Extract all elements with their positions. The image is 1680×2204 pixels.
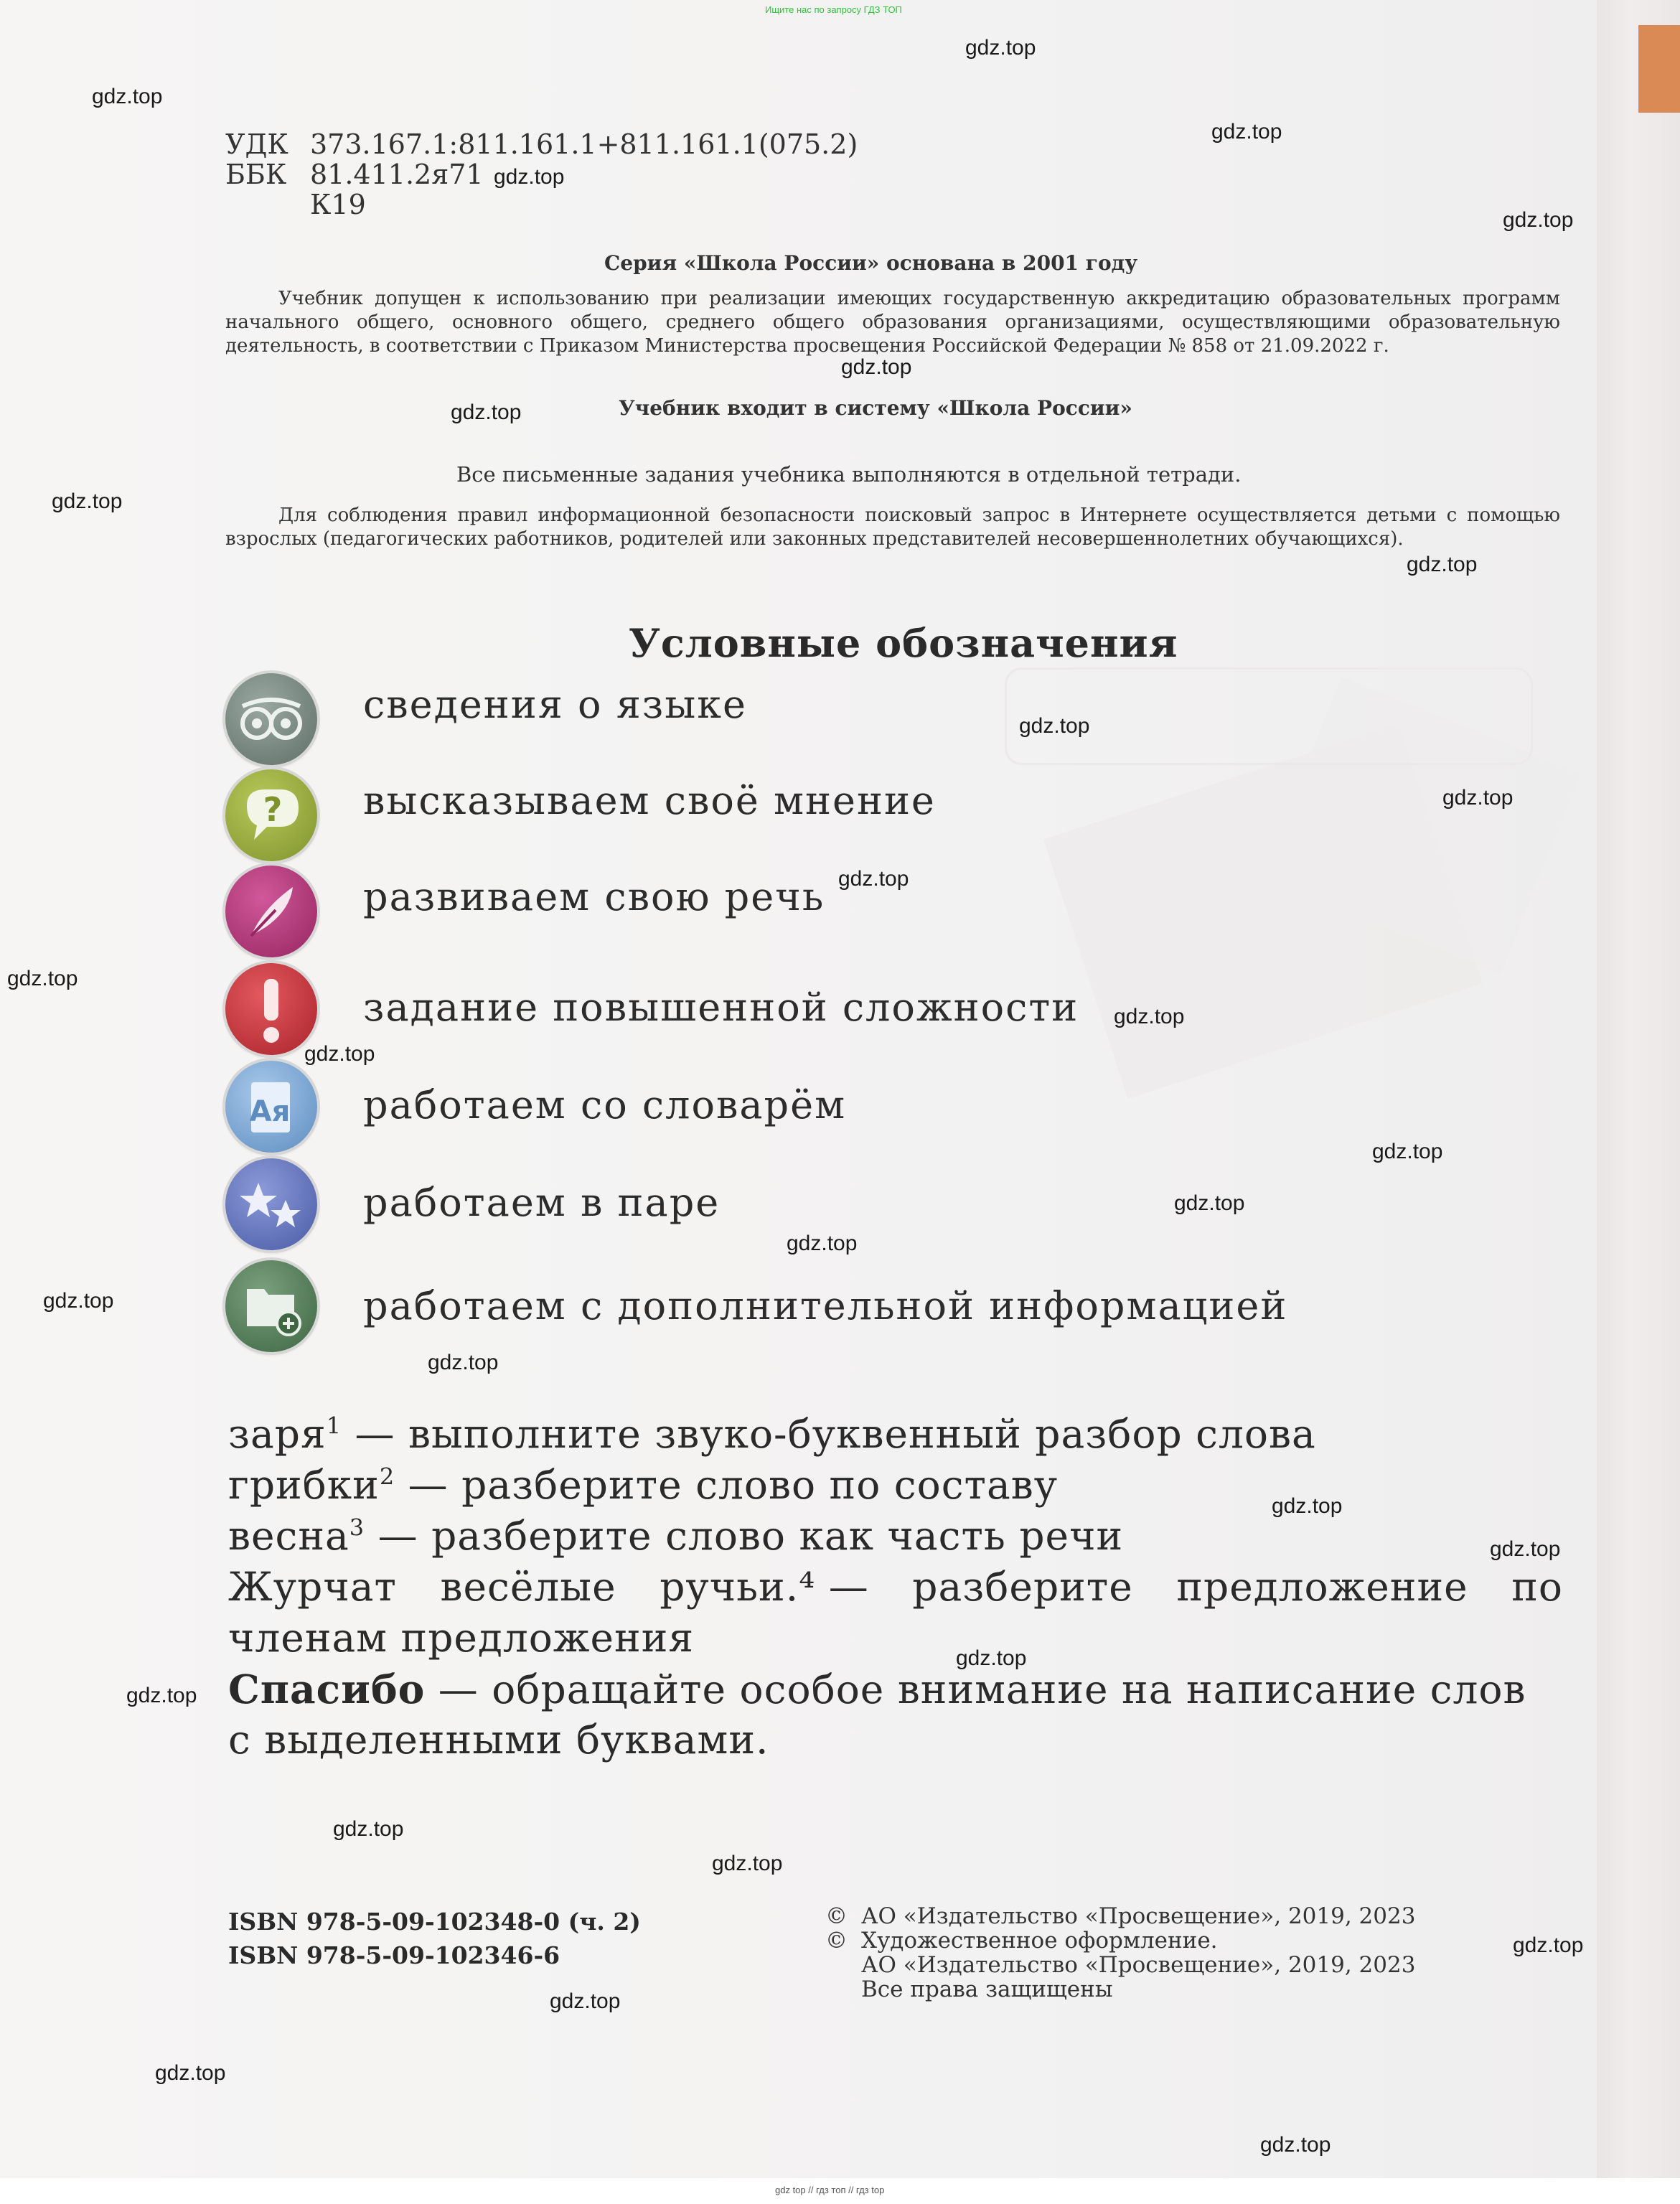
- example-word: ручьи.⁴ —: [660, 1564, 869, 1610]
- copyright-symbol: ©: [825, 1903, 848, 1929]
- legend-label: работаем со словарём: [363, 1082, 847, 1127]
- watermark: gdz.top: [1407, 553, 1478, 576]
- watermark: gdz.top: [43, 1289, 114, 1313]
- example-line: [228, 1462, 1058, 1508]
- approval-paragraph: Учебник допущен к использованию при реализации имеющих государственную аккредитацию образовательных программ начального общего, основного общего, среднего общего образования организациями, осуществляющими образовательную деятельность, в соответствии с Приказом Министерства просвещения Российской Федерации № 858 от 21.09.2022 г.: [225, 288, 1560, 357]
- example-text: — разберите слово по составу: [395, 1462, 1059, 1508]
- watermark: gdz.top: [1019, 714, 1090, 738]
- watermark: gdz.top: [155, 2061, 226, 2085]
- udk-value: 373.167.1:811.161.1+811.161.1(075.2): [310, 128, 858, 160]
- watermark: gdz.top: [494, 165, 565, 189]
- example-word: заря: [228, 1411, 327, 1457]
- example-mark: 1: [326, 1412, 342, 1440]
- watermark: gdz.top: [1442, 786, 1514, 810]
- dictionary-icon: [225, 1061, 317, 1153]
- watermark: gdz.top: [52, 489, 123, 513]
- svg-text:?: ?: [263, 790, 283, 829]
- example-word: по: [1511, 1564, 1563, 1610]
- watermark: gdz.top: [1372, 1140, 1443, 1163]
- footer-note: gdz top // гдз топ // гдз top: [775, 2185, 885, 2195]
- example-word: предложение: [1176, 1564, 1468, 1610]
- watermark: gdz.top: [841, 355, 912, 379]
- system-line: Учебник входит в систему «Школа России»: [619, 396, 1132, 420]
- folder-plus-icon: [225, 1260, 317, 1352]
- legend-item-language: [225, 673, 1374, 768]
- example-word: весёлые: [440, 1564, 616, 1610]
- legend-item-opinion: [225, 769, 1374, 864]
- legend-label: работаем в паре: [363, 1180, 721, 1225]
- example-line: [228, 1411, 1316, 1457]
- example-text: — обращайте особое внимание на написание слов: [425, 1666, 1526, 1712]
- bbk-value: 81.411.2я71: [310, 159, 484, 190]
- example-line: [228, 1666, 1526, 1712]
- watermark: gdz.top: [712, 1852, 783, 1875]
- watermark: gdz.top: [451, 400, 522, 424]
- example-word: грибки: [228, 1462, 380, 1508]
- watermark: gdz.top: [1114, 1005, 1185, 1028]
- watermark: gdz.top: [1260, 2133, 1331, 2157]
- copyright-block: [825, 1904, 1415, 2002]
- example-mark: 2: [379, 1463, 395, 1491]
- legend-label: задание повышенной сложности: [363, 985, 1079, 1030]
- owl-icon: [225, 673, 317, 765]
- example-line: с выделенными буквами.: [228, 1717, 769, 1763]
- legend-item-extra-info: [225, 1260, 1374, 1355]
- example-line: членам предложения: [228, 1615, 695, 1661]
- watermark: gdz.top: [92, 85, 163, 108]
- copyright-line: АО «Издательство «Просвещение», 2019, 2023: [861, 1903, 1416, 1929]
- example-word: Спасибо: [228, 1666, 426, 1712]
- watermark: gdz.top: [965, 36, 1036, 60]
- legend-label: развиваем свою речь: [363, 874, 825, 919]
- page-edge-tab: [1638, 25, 1680, 113]
- author-code: К19: [310, 189, 366, 220]
- watermark: gdz.top: [838, 867, 909, 891]
- header-note: Ищите нас по запросу ГДЗ ТОП: [765, 4, 902, 15]
- copyright-line: Все права защищены: [861, 1976, 1113, 2002]
- watermark: gdz.top: [1174, 1191, 1245, 1215]
- isbn-line: ISBN 978-5-09-102346-6: [228, 1941, 560, 1969]
- question-bubble-icon: [225, 769, 317, 861]
- watermark: gdz.top: [956, 1646, 1027, 1670]
- watermark: gdz.top: [1503, 208, 1574, 232]
- safety-paragraph: Для соблюдения правил информационной безопасности поисковый запрос в Интернете осуществляется детьми с помощью взрослых (педагогических работников, родителей или законных представителей несовершеннолетних обучающихся).: [225, 505, 1560, 550]
- legend-item-speech: [225, 866, 1374, 960]
- watermark: gdz.top: [1513, 1933, 1584, 1957]
- watermark: gdz.top: [7, 967, 78, 990]
- written-tasks-line: Все письменные задания учебника выполняются в отдельной тетради.: [456, 462, 1242, 487]
- bbk-label: ББК: [225, 159, 287, 190]
- watermark: gdz.top: [428, 1351, 499, 1374]
- legend-label: высказываем своё мнение: [363, 778, 936, 823]
- example-word: весна: [228, 1513, 349, 1559]
- copyright-symbol: ©: [825, 1928, 848, 1954]
- legend-title: Условные обозначения: [629, 620, 1178, 666]
- copyright-line: Художественное оформление.: [861, 1928, 1218, 1954]
- example-line: [228, 1564, 1563, 1610]
- watermark: gdz.top: [787, 1232, 858, 1255]
- stars-icon: [225, 1158, 317, 1250]
- legend-item-dictionary: [225, 1061, 1374, 1155]
- isbn-block: [228, 1905, 641, 1972]
- example-line: [228, 1513, 1123, 1559]
- watermark: gdz.top: [1490, 1537, 1561, 1561]
- udk-label: УДК: [225, 128, 288, 160]
- series-line: Серия «Школа России» основана в 2001 году: [604, 251, 1138, 275]
- legend-label: сведения о языке: [363, 682, 747, 727]
- isbn-line: ISBN 978-5-09-102348-0 (ч. 2): [228, 1908, 641, 1936]
- watermark: gdz.top: [126, 1684, 197, 1707]
- feather-pen-icon: [225, 866, 317, 957]
- legend-label: работаем с дополнительной информацией: [363, 1283, 1288, 1328]
- example-text: — выполните звуко-буквенный разбор слова: [342, 1411, 1316, 1457]
- watermark: gdz.top: [1211, 120, 1282, 144]
- copyright-line: АО «Издательство «Просвещение», 2019, 2023: [861, 1952, 1416, 1978]
- legend-item-difficult: [225, 963, 1374, 1058]
- watermark: gdz.top: [1272, 1494, 1343, 1518]
- watermark: gdz.top: [333, 1817, 404, 1841]
- watermark: gdz.top: [550, 1989, 621, 2013]
- example-word: Журчат: [228, 1564, 397, 1610]
- exclamation-icon: [225, 963, 317, 1055]
- page-edge: [1597, 0, 1680, 2204]
- example-word: разберите: [912, 1564, 1133, 1610]
- watermark: gdz.top: [304, 1042, 375, 1066]
- example-mark: 3: [349, 1514, 365, 1542]
- svg-text:Aя: Aя: [249, 1095, 291, 1128]
- example-text: — разберите слово как часть речи: [365, 1513, 1124, 1559]
